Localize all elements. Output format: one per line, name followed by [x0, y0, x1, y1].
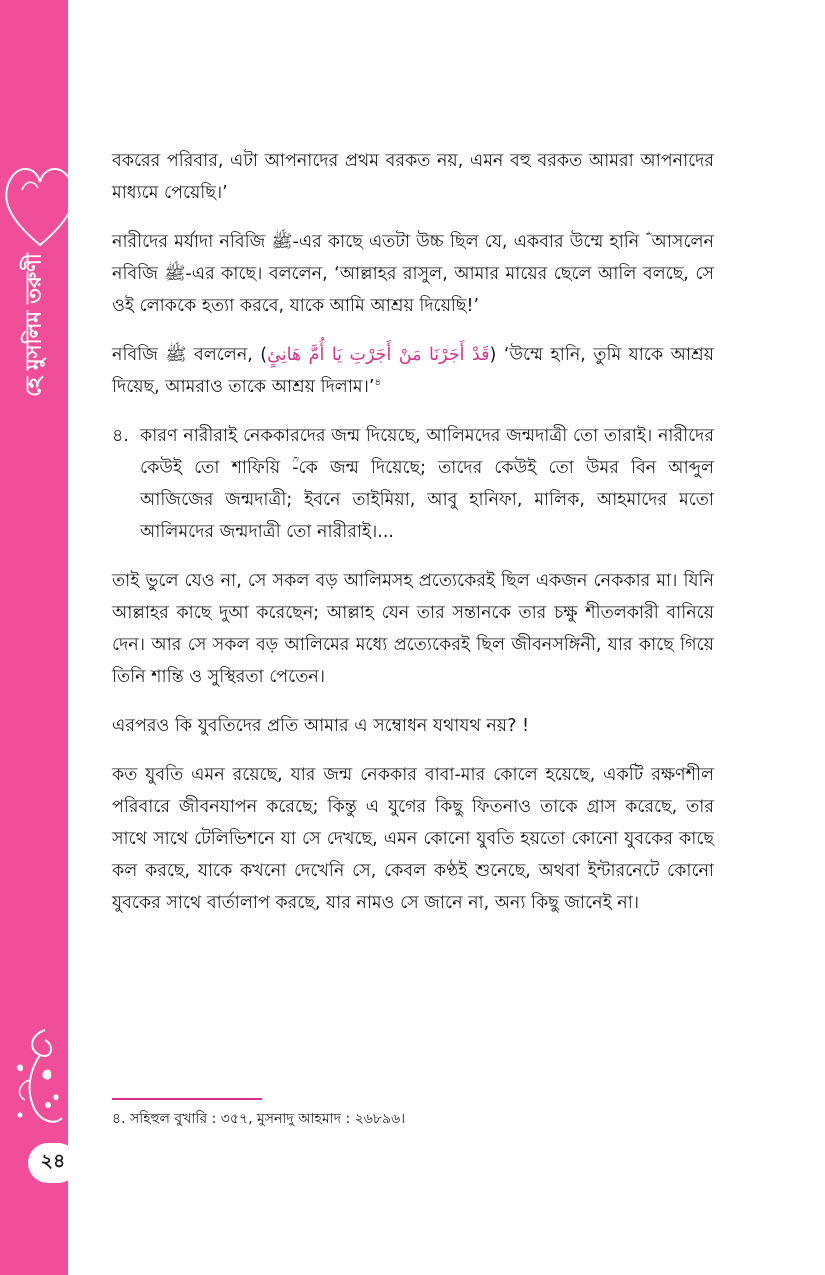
- numbered-item-4: [112, 420, 714, 548]
- item-number: ৪.: [112, 426, 129, 446]
- sidebar: [0, 0, 68, 1275]
- paragraph-3-after: ) ‘উম্মে হানি, তুমি যাকে আশ্রয় দিয়েছ, আমরাও তাকে আশ্রয় দিলাম।’: [112, 345, 715, 397]
- paragraph-5: তাই ভুলে যেও না, সে সকল বড় আলিমসহ প্রত্যেকেরই ছিল একজন নেককার মা। যিনি আল্লাহর কাছে দুআ করেছেন; আল্লাহ যেন তার সন্তানকে তার চক্ষু শীতলকারী বানিয়ে দেন। আর সে সকল বড় আলিমের মধ্যে প্রত্যেকেরই ছিল জীবনসঙ্গিনী, যার কাছে গিয়ে তিনি শান্তি ও সুস্থিরতা পেতেন।: [112, 571, 714, 687]
- book-title: হে মুসলিম তরুণী: [21, 253, 46, 397]
- floral-ornament-icon: [0, 1010, 70, 1140]
- paragraph-2: নারীদের মর্যাদা নবিজি ﷺ-এর কাছে এতটা উচ্চ ছিল যে, একবার উম্মে হানি ؓ আসলেন নবিজি ﷺ-এর কাছে। বললেন, ‘আল্লাহর রাসুল, আমার মায়ের ছেলে আলি বলছে, সে ওই লোককে হত্যা করবে, যাকে আমি আশ্রয় দিয়েছি!’: [112, 232, 714, 316]
- paragraph-3: [112, 339, 714, 403]
- page-body: [112, 145, 714, 936]
- heart-ornament-icon: [0, 150, 80, 250]
- page-number: ২৪: [28, 1143, 78, 1183]
- book-title-vertical: [18, 240, 52, 410]
- paragraph-3-before: নবিজি ﷺ বললেন, (: [112, 345, 268, 365]
- item-text: কারণ নারীরাই নেককারদের জন্ম দিয়েছে, আলিমদের জন্মদাত্রী তো তারাই। নারীদের কেউই তো শাফিয়ি ؒ-কে জন্ম দিয়েছে; তাদের কেউই তো উমর বিন আব্দুল আজিজের জন্মদাত্রী; ইবনে তাইমিয়া, আবু হানিফা, মালিক, আহমাদের মতো আলিমদের জন্মদাত্রী তো নারীরাই।...: [140, 426, 714, 542]
- paragraph-7: কত যুবতি এমন রয়েছে, যার জন্ম নেককার বাবা-মার কোলে হয়েছে, একটি রক্ষণশীল পরিবারে জীবনযাপন করেছে; কিন্তু এ যুগের কিছু ফিতনাও তাকে গ্রাস করেছে, তার সাথে সাথে টেলিভিশনে যা সে দেখছে, এমন কোনো যুবতি হয়তো কোনো যুবকের কাছে কল করছে, যাকে কখনো দেখেনি সে, কেবল কণ্ঠই শুনেছে, অথবা ইন্টারনেটে কোনো যুবকের সাথে বার্তালাপ করছে, যার নামও সে জানে না, অন্য কিছু জানেই না।: [112, 765, 714, 913]
- paragraph-6: এরপরও কি যুবতিদের প্রতি আমার এ সম্বোধন যথাযথ নয়? !: [112, 716, 529, 736]
- footnote: ৪. সহিহুল বুখারি : ৩৫৭, মুসনাদু আহমাদ : ২৬৮৯৬।: [112, 1111, 406, 1127]
- paragraph-1: বকরের পরিবার, এটা আপনাদের প্রথম বরকত নয়, এমন বহু বরকত আমরা আপনাদের মাধ্যমে পেয়েছি।’: [112, 151, 714, 203]
- footnote-divider: [112, 1098, 262, 1100]
- arabic-quote: قَدْ أَجَرْنَا مَنْ أَجَرْتِ يَا أُمَّ هَانِئٍ: [267, 345, 490, 365]
- footnote-ref: ৪: [374, 377, 381, 389]
